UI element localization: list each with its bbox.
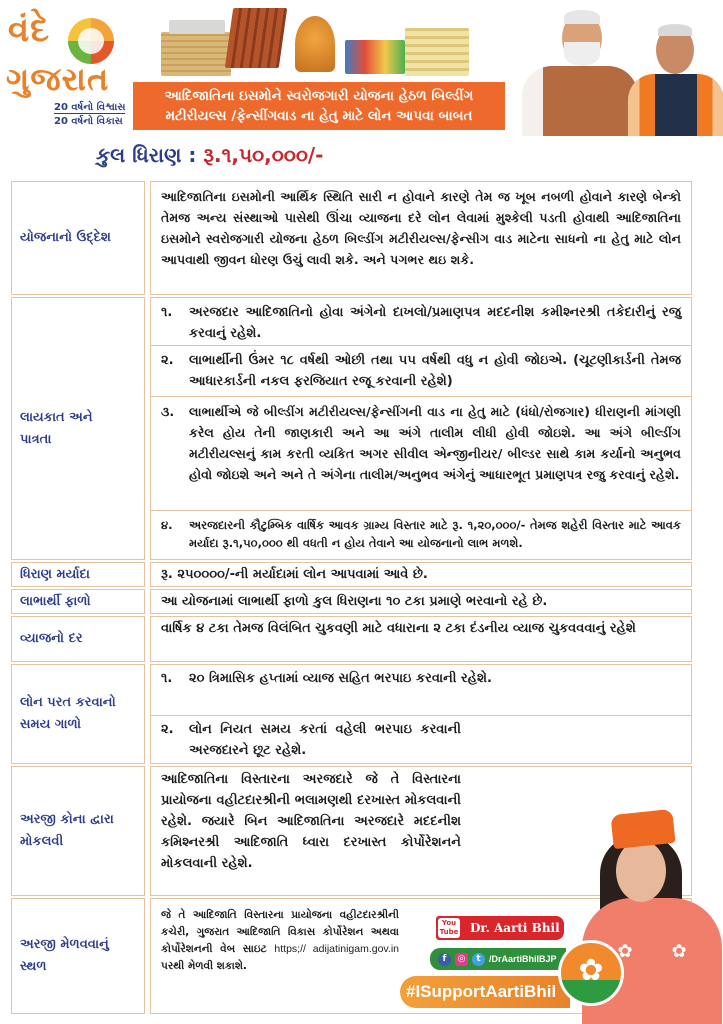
row-label-repayment-period: લોન પરત કરવાનો સમય ગાળો: [11, 664, 145, 764]
total-loan-heading: [96, 143, 323, 167]
social-handles[interactable]: [430, 948, 566, 970]
vande-gujarat-logo: [6, 8, 126, 128]
row-label-eligibility: લાયકાત અને પાત્રતા: [11, 297, 145, 560]
logo-tagline-2: 20 વર્ષનો વિકાસ: [54, 116, 123, 127]
eligibility-item: ૪. અરજદારની કૌટુમ્બિક વાર્ષિક આવક ગ્રામ્ય વિસ્તાર માટે રૂ. ૧,૨૦,૦૦૦/- તેમજ શહેરી વિસ્તાર માટે આવક મર્યાદા રૂ.૧,૫૦,૦૦૦ થી વધતી ન હોય તેવાને આ યોજનાનો લાભ મળશે.: [151, 510, 691, 561]
row-label-submit-via: અરજી કોના દ્વારા મોકલવી: [11, 766, 145, 896]
row-value-where-to-get: જે તે આદિજાતિ વિસ્તારના પ્રાયોજના વહીટદારશ્રીની કચેરી, ગુજરાત આદિજાતિ વિકાસ કોર્પોરેશન અથવા કોર્પોરેશનની વેબ સાઇટ https;// adijatinigam.gov.in પરથી મેળવી શકાશે.: [150, 898, 692, 1014]
twitter-icon[interactable]: t: [472, 953, 485, 966]
eligibility-item: ૨. લાભાર્થીની ઉંમર ૧૮ વર્ષથી ઓછી તથા ૫૫ વર્ષથી વધુ ન હોવી જોઇએ. (ચૂટણીકાર્ડની તેમજ આધારકાર્ડની નકલ ફરજિયાત રજૂ કરવાની રહેશે): [151, 345, 691, 396]
eligibility-item: ૩. લાભાર્થીએ જે બીલ્ડીંગ મટીરીયલ્સ/ફેન્સીંગની વાડ ના હેતુ માટે (ધંધો/રોજગાર) ધીરાણની માંગણી કરેલ હોય તેની જાણકારી અને આ અંગે તાલીમ લીધી હોવી જોઇશે. આ અંગે બીલ્ડીંગ મટીરીયલ્સનું કામ કરતી વ્યકિત અગર સીવીલ એન્જીનીયર/ બીલ્ડર સાથે કામ કર્યાનો અનુભવ હોવો જોઇશે અને અને તે અંગેના તાલીમ/અનુભવ અંગેનું આધારભૂત પ્રમાણપત્ર રજુ કરવાનું રહેશે.: [151, 396, 691, 510]
building-materials-image: [155, 6, 475, 78]
leaders-photo: [512, 4, 723, 136]
scheme-title-banner: [133, 82, 505, 130]
repayment-item: ૧. ૨૦ ત્રિમાસિક હપ્તામાં વ્યાજ સહિત ભરપાઇ કરવાની રહેશે.: [161, 671, 492, 686]
row-value-repayment-period: [150, 664, 692, 764]
repayment-item: ૨. લોન નિયત સમય કરતાં વહેલી ભરપાઇ કરવાની અરજદારને છૂટ રહેશે.: [151, 715, 691, 765]
row-label-objective: યોજનાનો ઉદ્દેશ: [11, 181, 145, 295]
instagram-icon[interactable]: ◎: [455, 953, 468, 966]
bjp-lotus-badge: [558, 940, 624, 1006]
website-link[interactable]: https;// adijatinigam.gov.in: [274, 943, 399, 955]
eligibility-item: ૧. અરજદાર આદિજાતિનો હોવા અંગેનો દાખલો/પ્રમાણપત્ર મદદનીશ કમીશ્નરશ્રી તકેદારીનું રજુ કરવાનું રહેશે.: [161, 305, 681, 341]
logo-line2: ગુજરાત: [6, 60, 110, 98]
header: [0, 0, 723, 140]
social-handle: /DrAartiBhilBJP: [489, 954, 557, 964]
row-value-eligibility: [150, 297, 692, 560]
facebook-icon[interactable]: f: [438, 953, 451, 966]
lotus-icon: ✿: [578, 953, 604, 988]
row-value-interest-rate: વાર્ષિક ૪ ટકા તેમજ વિલંબિત ચુકવણી માટે વધારાના ૨ ટકા દંડનીય વ્યાજ ચુકવવવાનું રહેશે: [150, 616, 692, 662]
row-label-loan-limit: ધિરાણ મર્યાદા: [11, 562, 145, 587]
row-value-submit-via: આદિજાતિના વિસ્તારના અરજદારે જે તે વિસ્તારના પ્રાયોજના વહીટદારશ્રીની ભલામણથી દરખાસ્ત મોકલવાની રહેશે. જયારે બિન આદિજાતિના અરજદારે મદદનીશ કમિશ્નરશ્રી આદિજાતિ ધ્વારા દરખાસ્ત કોર્પોરેશનને મોકલવાની રહેશે.: [150, 766, 692, 896]
lotus-icon: ✿: [617, 941, 633, 962]
total-loan-amount: રૂ.૧,૫૦,૦૦૦/-: [203, 143, 324, 167]
hashtag-banner: #ISupportAartiBhil: [400, 976, 570, 1008]
total-loan-label: કુલ ધિરાણ :: [96, 143, 197, 167]
title-line-2: મટીરીયલ્સ /ફેન્સીંગવાડ ના હેતુ માટે લોન આપવા બાબત: [165, 108, 473, 124]
row-label-interest-rate: વ્યાજનો દર: [11, 616, 145, 662]
cap-icon: [610, 809, 675, 849]
lotus-icon: ✿: [671, 941, 687, 962]
logo-line1: વંદે: [8, 10, 51, 50]
youtube-channel-name: Dr. Aarti Bhil: [470, 921, 560, 935]
row-value-loan-limit: રૂ. ૨૫૦૦૦૦/-ની મર્યાદામાં લોન આપવામાં આવે છે.: [150, 562, 692, 587]
youtube-channel-badge[interactable]: [436, 916, 564, 940]
row-label-where-to-get: અરજી મેળવવાનું સ્થળ: [11, 898, 145, 1014]
row-label-beneficiary-share: લાભાર્થી ફાળો: [11, 589, 145, 614]
row-value-beneficiary-share: આ યોજનામાં લાભાર્થી ફાળો કુલ ધિરાણના ૧૦ ટકા પ્રમાણે ભરવાનો રહે છે.: [150, 589, 692, 614]
candidate-promo: [406, 800, 723, 1024]
logo-tagline-1: 20 વર્ષનો વિશ્વાસ: [54, 102, 126, 113]
gujarat-map-icon: [68, 18, 114, 64]
row-value-objective: આદિજાતિના ઇસમોની આર્થિક સ્થિતિ સારી ન હોવાને કારણે તેમ જ ખૂબ નબળી હોવાને કારણે બેન્કો તેમજ અન્ય સંસ્થાઓ પાસેથી ઊંચા વ્યાજના દરે લોન લેવામાં મુશ્કેલી પડતી હોવાથી આદિજાતિના ઇસમોને સ્વરોજગારી યોજના હેઠળ બિલ્ડીંગ મટીરીયલ્સ/ફેન્સીગ વાડ માટેના સાધનો ના હેતુ માટે લોન આપવાથી જીવન ધોરણ ઉચું લાવી શકે. અને પગભર થઇ શકે.: [150, 181, 692, 295]
youtube-icon: You Tube: [439, 919, 459, 936]
title-line-1: આદિજાતિના ઇસમોને સ્વરોજગારી યોજના હેઠળ બિલ્ડીંગ: [164, 88, 474, 104]
